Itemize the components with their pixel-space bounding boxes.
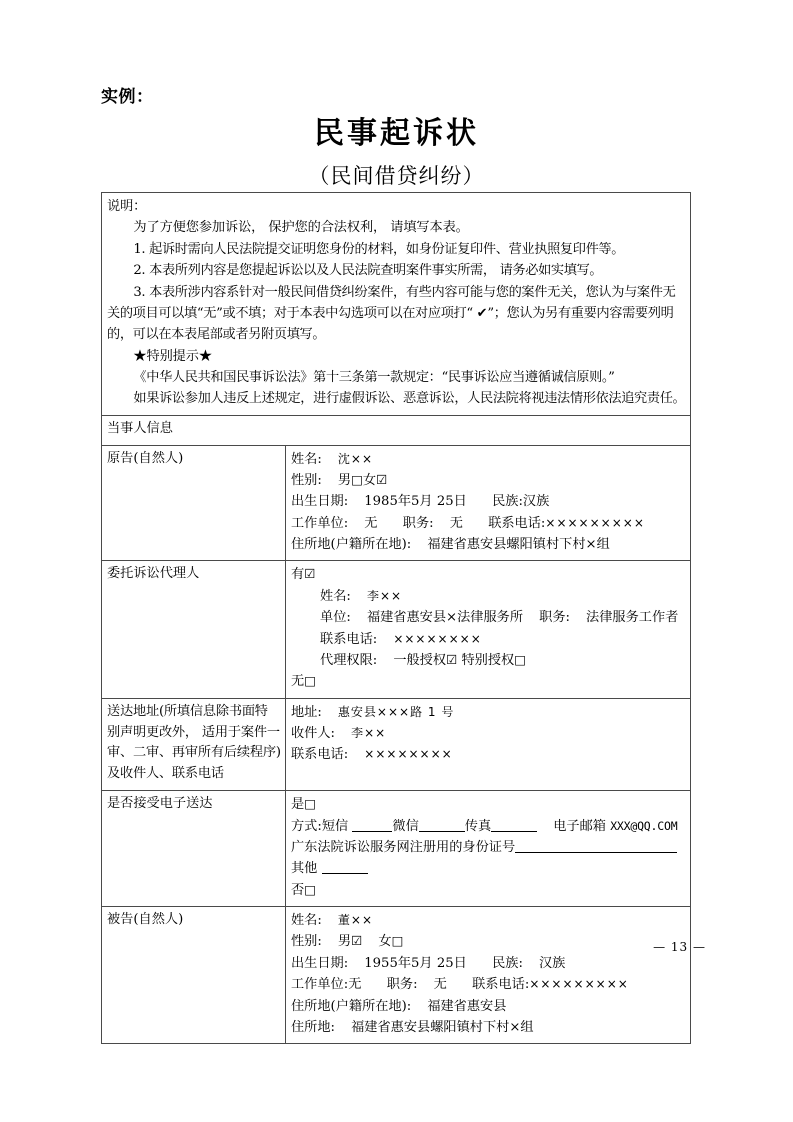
instructions-row [102,193,691,416]
plaintiff-position-label: 职务: [402,515,434,531]
plaintiff-row [102,445,691,561]
defendant-position-label: 职务: [386,977,418,993]
law-warning: 如果诉讼参加人违反上述规定，进行虚假诉讼、恶意诉讼，人民法院将视违法情形依法追究责任。 [133,391,686,407]
plaintiff-gender-label: 性别: [291,472,322,488]
service-address-field-label: 地址: [291,704,322,720]
plaintiff-label: 原告(自然人) [102,445,286,561]
plaintiff-birth-year: 1985 [364,494,398,510]
instructions-heading: 说明： [107,199,147,214]
defendant-ethnicity-label: 民族: [492,955,523,971]
agent-org-line [291,607,686,628]
defendant-birth-day: 25 [436,955,454,971]
defendant-hukou-label: 住所地(户籍所在地): [291,998,412,1014]
plaintiff-workunit-label: 工作单位: [291,515,349,531]
defendant-workunit-label: 工作单位: [291,977,349,993]
defendant-birth-month-unit: 月 [419,955,433,971]
defendant-position-value: 无 [433,977,447,993]
electronic-service-no-label: 否 [291,882,305,898]
page-subtitle: （民间借贷纠纷） [308,164,485,188]
electronic-service-other-label: 其他 [291,861,318,877]
service-phone-line [291,744,686,765]
service-recipient-label: 收件人: [291,726,336,742]
service-recipient-value: 李×× [351,726,387,741]
defendant-details [286,907,691,1044]
plaintiff-address-line [291,534,686,555]
plaintiff-birth-label: 出生日期: [291,494,349,510]
plaintiff-address-value: 福建省惠安县螺阳镇村下村×组 [427,537,610,553]
defendant-name-value: 董×× [337,913,374,928]
defendant-gender-male-label: 男 [337,934,352,950]
service-address-details [286,698,691,790]
wechat-blank-field[interactable] [419,818,465,832]
agent-has-label: 有 [291,567,305,583]
instructions-item-3: 3. 本表所涉内容系针对一般民间借贷纠纷案件，有些内容可能与您的案件无关，您认为与案件无关的项目可以填“无”或不填；对于本表中勾选项可以在对应项打“ ✔”；您认为另有重要内容需要列明的，可以在本表尾部或者另附页填写。 [107,284,676,343]
agent-authority-line [291,650,686,671]
instructions-item-2: 2. 本表所列内容是您提起诉讼以及人民法院查明案件事实所需， 请务必如实填写。 [133,263,603,279]
defendant-residence-value: 福建省惠安县螺阳镇村下村×组 [351,1019,534,1035]
electronic-service-sms-label: 短信 [321,818,349,834]
agent-authority-general-label: 一般授权 [393,652,447,668]
defendant-birth-year-unit: 年 [397,955,412,971]
electronic-service-yes-label: 是 [291,797,305,813]
service-address-field-value: 惠安县×××路 1 号 [337,704,455,719]
agent-has-line [291,564,686,585]
other-blank-field[interactable] [322,861,368,875]
defendant-phone-label: 联系电话: [472,977,530,993]
electronic-service-fax-label: 传真 [464,818,492,834]
agent-authority-label: 代理权限: [320,652,378,668]
plaintiff-birth-line [291,491,686,512]
plaintiff-ethnicity-value: 汉族 [522,494,550,510]
agent-phone-value: ×××××××× [393,631,482,646]
agent-org-value: 福建省惠安县×法律服务所 [366,610,524,626]
civil-complaint-form [101,192,691,1044]
plaintiff-birth-year-unit: 年 [397,494,412,510]
defendant-name-line [291,910,686,931]
agent-position-label: 职务: [539,610,570,626]
plaintiff-details [286,445,691,561]
plaintiff-name-value: 沈×× [337,451,374,466]
agent-label: 委托诉讼代理人 [102,561,286,698]
agent-phone-label: 联系电话: [320,631,378,647]
defendant-workunit-value: 无 [348,977,362,993]
plaintiff-birth-day: 25 [436,494,454,510]
agent-authority-general-checkbox[interactable]: ☑ [446,651,458,667]
agent-none-line [291,671,686,692]
defendant-label: 被告(自然人) [102,907,286,1044]
plaintiff-workunit-value: 无 [364,515,378,531]
plaintiff-gender-female-checkbox[interactable]: ☑ [376,471,388,487]
id-number-blank-field[interactable] [515,839,677,853]
agent-name-label: 姓名: [320,588,351,604]
electronic-service-row [102,791,691,907]
electronic-service-details [286,791,691,907]
page-title: 民事起诉状 [314,116,479,151]
defendant-hukou-value: 福建省惠安县 [427,998,507,1014]
service-address-label [102,698,286,790]
instructions-item-1: 1. 起诉时需向人民法院提交证明您身份的材料，如身份证复印件、营业执照复印件等。 [133,241,625,257]
electronic-service-other-line [291,858,686,879]
plaintiff-phone-label: 联系电话: [488,515,546,531]
plaintiff-name-label: 姓名: [291,451,322,467]
defendant-gender-female-label: 女 [378,934,392,950]
service-address-label-line-3: 审、二审、再审所有后续程序) [107,745,281,761]
agent-org-label: 单位: [320,610,351,626]
plaintiff-gender-line [291,470,686,491]
service-address-row [102,698,691,790]
electronic-service-wechat-label: 微信 [392,818,419,834]
electronic-service-no-checkbox[interactable]: □ [304,881,316,897]
special-tip-title: ★特别提示★ [133,348,212,364]
defendant-ethnicity-value: 汉族 [539,955,566,971]
electronic-service-no-line [291,880,686,901]
sms-blank-field[interactable] [352,818,392,832]
electronic-service-id-label: 广东法院诉讼服务网注册用的身份证号 [291,839,516,855]
service-address-label-line-4: 及收件人、联系电话 [107,766,224,782]
defendant-birth-month: 5 [411,955,420,971]
agent-phone-line [291,629,686,650]
service-address-line [291,702,686,723]
agent-none-checkbox[interactable]: □ [304,673,316,689]
defendant-birth-label: 出生日期: [291,955,349,971]
electronic-service-email-label: 电子邮箱 [553,818,606,834]
electronic-service-yes-checkbox[interactable]: □ [304,796,316,812]
instructions-lead: 为了方便您参加诉讼， 保护您的合法权利， 请填写本表。 [133,220,469,236]
party-info-section-title: 当事人信息 [102,415,691,445]
fax-blank-field[interactable] [491,818,537,832]
agent-position-value: 法律服务工作者 [586,610,679,626]
law-quote: 《中华人民共和国民事诉讼法》第十三条第一款规定：“民事诉讼应当遵循诚信原则。” [133,370,615,385]
page-number: — 13 — [653,940,706,954]
electronic-service-email-value: XXX@QQ.COM [610,818,678,833]
defendant-gender-label: 性别: [291,934,322,950]
defendant-residence-label: 住所地: [291,1019,336,1035]
agent-has-checkbox[interactable]: ☑ [304,566,316,582]
defendant-work-line [291,974,686,995]
defendant-birth-year: 1955 [364,955,398,971]
plaintiff-birth-month: 5 [411,494,420,510]
plaintiff-work-line [291,513,686,534]
service-phone-value: ×××××××× [364,747,453,762]
defendant-birth-line [291,953,686,974]
defendant-residence-line [291,1017,686,1038]
service-address-label-line-2: 别声明更改外， 适用于案件一 [107,724,280,740]
plaintiff-gender-male-checkbox[interactable]: □ [351,471,363,487]
agent-authority-special-label: 特别授权 [461,652,515,668]
plaintiff-phone-value: ××××××××× [545,515,645,530]
defendant-row [102,907,691,1044]
defendant-birth-day-unit: 日 [453,955,467,971]
plaintiff-gender-male-label: 男 [337,472,352,488]
electronic-service-method-line [291,816,686,837]
plaintiff-birth-day-unit: 日 [453,494,467,510]
defendant-gender-male-checkbox[interactable]: ☑ [351,933,363,949]
agent-name-value: 李×× [366,588,403,603]
defendant-phone-value: ××××××××× [529,977,629,992]
agent-row [102,561,691,698]
defendant-name-label: 姓名: [291,913,322,929]
plaintiff-name-line [291,449,686,470]
agent-name-line [291,586,686,607]
agent-details [286,561,691,698]
electronic-service-id-line [291,837,686,858]
plaintiff-position-value: 无 [449,515,463,531]
plaintiff-birth-month-unit: 月 [419,494,433,510]
instructions-cell [102,193,691,416]
service-recipient-line [291,723,686,744]
service-phone-label: 联系电话: [291,747,349,763]
plaintiff-ethnicity-label: 民族: [492,494,523,510]
electronic-service-label: 是否接受电子送达 [102,791,286,907]
agent-authority-special-checkbox[interactable]: □ [514,651,527,667]
defendant-hukou-line [291,996,686,1017]
electronic-service-method-label: 方式: [291,818,322,834]
plaintiff-gender-female-label: 女 [362,472,377,488]
defendant-gender-female-checkbox[interactable]: □ [391,933,404,949]
party-info-section-row [102,415,691,445]
agent-none-label: 无 [291,674,305,690]
plaintiff-address-label: 住所地(户籍所在地): [291,537,412,553]
service-address-label-line-1: 送达地址(所填信息除书面特 [107,703,268,719]
example-label: 实例： [101,87,154,107]
electronic-service-yes-line [291,794,686,815]
